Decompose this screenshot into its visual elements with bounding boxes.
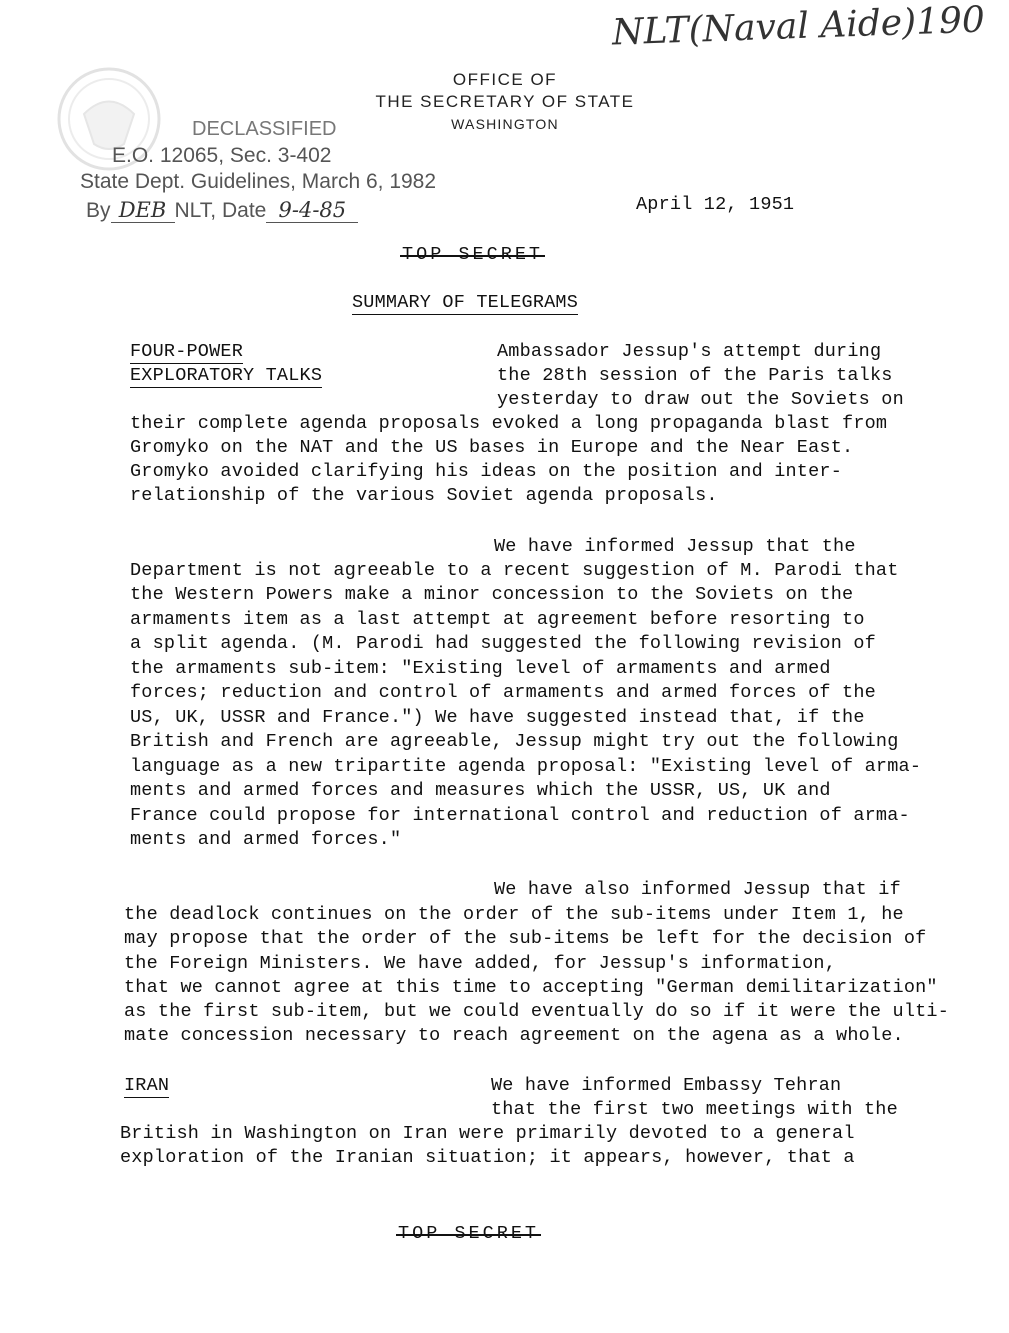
stamp-initials: DEB [111,198,175,223]
paragraph-line: British in Washington on Iran were primarily devoted to a general [120,1123,855,1144]
paragraph-line: may propose that the order of the sub-items be left for the decision of [124,928,927,949]
office-line-2: THE SECRETARY OF STATE [375,92,635,111]
declassification-stamp [80,116,440,236]
stamp-line-1: DECLASSIFIED [192,118,337,140]
paragraph-line: France could propose for international control and reduction of arma- [130,805,910,826]
section-iran-heading: IRAN [124,1075,170,1096]
paragraph-line: the armaments sub-item: "Existing level of armaments and armed [130,658,831,679]
paragraph-line: the Foreign Ministers. We have added, for Jessup's information, [124,953,837,974]
paragraph-line: We have informed Embassy Tehran [491,1075,842,1096]
paragraph-line: yesterday to draw out the Soviets on [497,389,904,410]
paragraph-line: US, UK, USSR and France.") We have suggested instead that, if the [130,707,865,728]
paragraph-line: We have informed Jessup that the [494,536,856,557]
paragraph-line: British and French are agreeable, Jessup might try out the following [130,731,899,752]
paragraph-line: the 28th session of the Paris talks [497,365,893,386]
paragraph-line: mate concession necessary to reach agreement on the agena as a whole. [124,1025,904,1046]
paragraph-line: ments and armed forces and measures which the USSR, US, UK and [130,780,831,801]
stamp-date: 9-4-85 [266,198,358,223]
paragraph-line: the deadlock continues on the order of the sub-items under Item 1, he [124,904,904,925]
paragraph-line: language as a new tripartite agenda proposal: "Existing level of arma- [130,756,922,777]
stamp-line-3: State Dept. Guidelines, March 6, 1982 [80,170,437,193]
section-1-heading-1: FOUR-POWER [130,341,244,362]
paragraph-line: Gromyko on the NAT and the US bases in Europe and the Near East. [130,437,854,458]
paragraph-line: We have also informed Jessup that if [494,879,901,900]
office-line-1: OFFICE OF [452,70,558,89]
paragraph-line: as the first sub-item, but we could eventually do so if it were the ulti- [124,1001,950,1022]
classification-top: TOP SECRET [402,244,544,265]
section-1-heading-2: EXPLORATORY TALKS [130,365,323,386]
paragraph-line: that we cannot agree at this time to accepting "German demilitarization" [124,977,938,998]
paragraph-line: Gromyko avoided clarifying his ideas on the position and inter- [130,461,843,482]
stamp-by-label: By [86,199,111,222]
classification-bottom: TOP SECRET [398,1223,540,1244]
handwritten-note: NLT(Naval Aide)190 [611,0,986,54]
paragraph-line: a split agenda. (M. Parodi had suggested the following revision of [130,633,876,654]
paragraph-line: exploration of the Iranian situation; it appears, however, that a [120,1147,855,1168]
document-date: April 12, 1951 [636,194,795,215]
stamp-line-4 [86,198,358,223]
paragraph-line: Ambassador Jessup's attempt during [497,341,882,362]
paragraph-line: Department is not agreeable to a recent suggestion of M. Parodi that [130,560,899,581]
paragraph-line: forces; reduction and control of armaments and armed forces of the [130,682,876,703]
office-line-3: WASHINGTON [451,116,559,132]
paragraph-line: their complete agenda proposals evoked a long propaganda blast from [130,413,888,434]
paragraph-line: ments and armed forces." [130,829,402,850]
paragraph-line: armaments item as a last attempt at agreement before resorting to [130,609,865,630]
stamp-nlt-label: NLT, Date [174,199,267,222]
paragraph-line: the Western Powers make a minor concession to the Soviets on the [130,584,854,605]
document-title: SUMMARY OF TELEGRAMS [352,292,579,313]
stamp-line-2: E.O. 12065, Sec. 3-402 [112,144,332,167]
paragraph-line: relationship of the various Soviet agenda proposals. [130,485,718,506]
paragraph-line: that the first two meetings with the [491,1099,898,1120]
